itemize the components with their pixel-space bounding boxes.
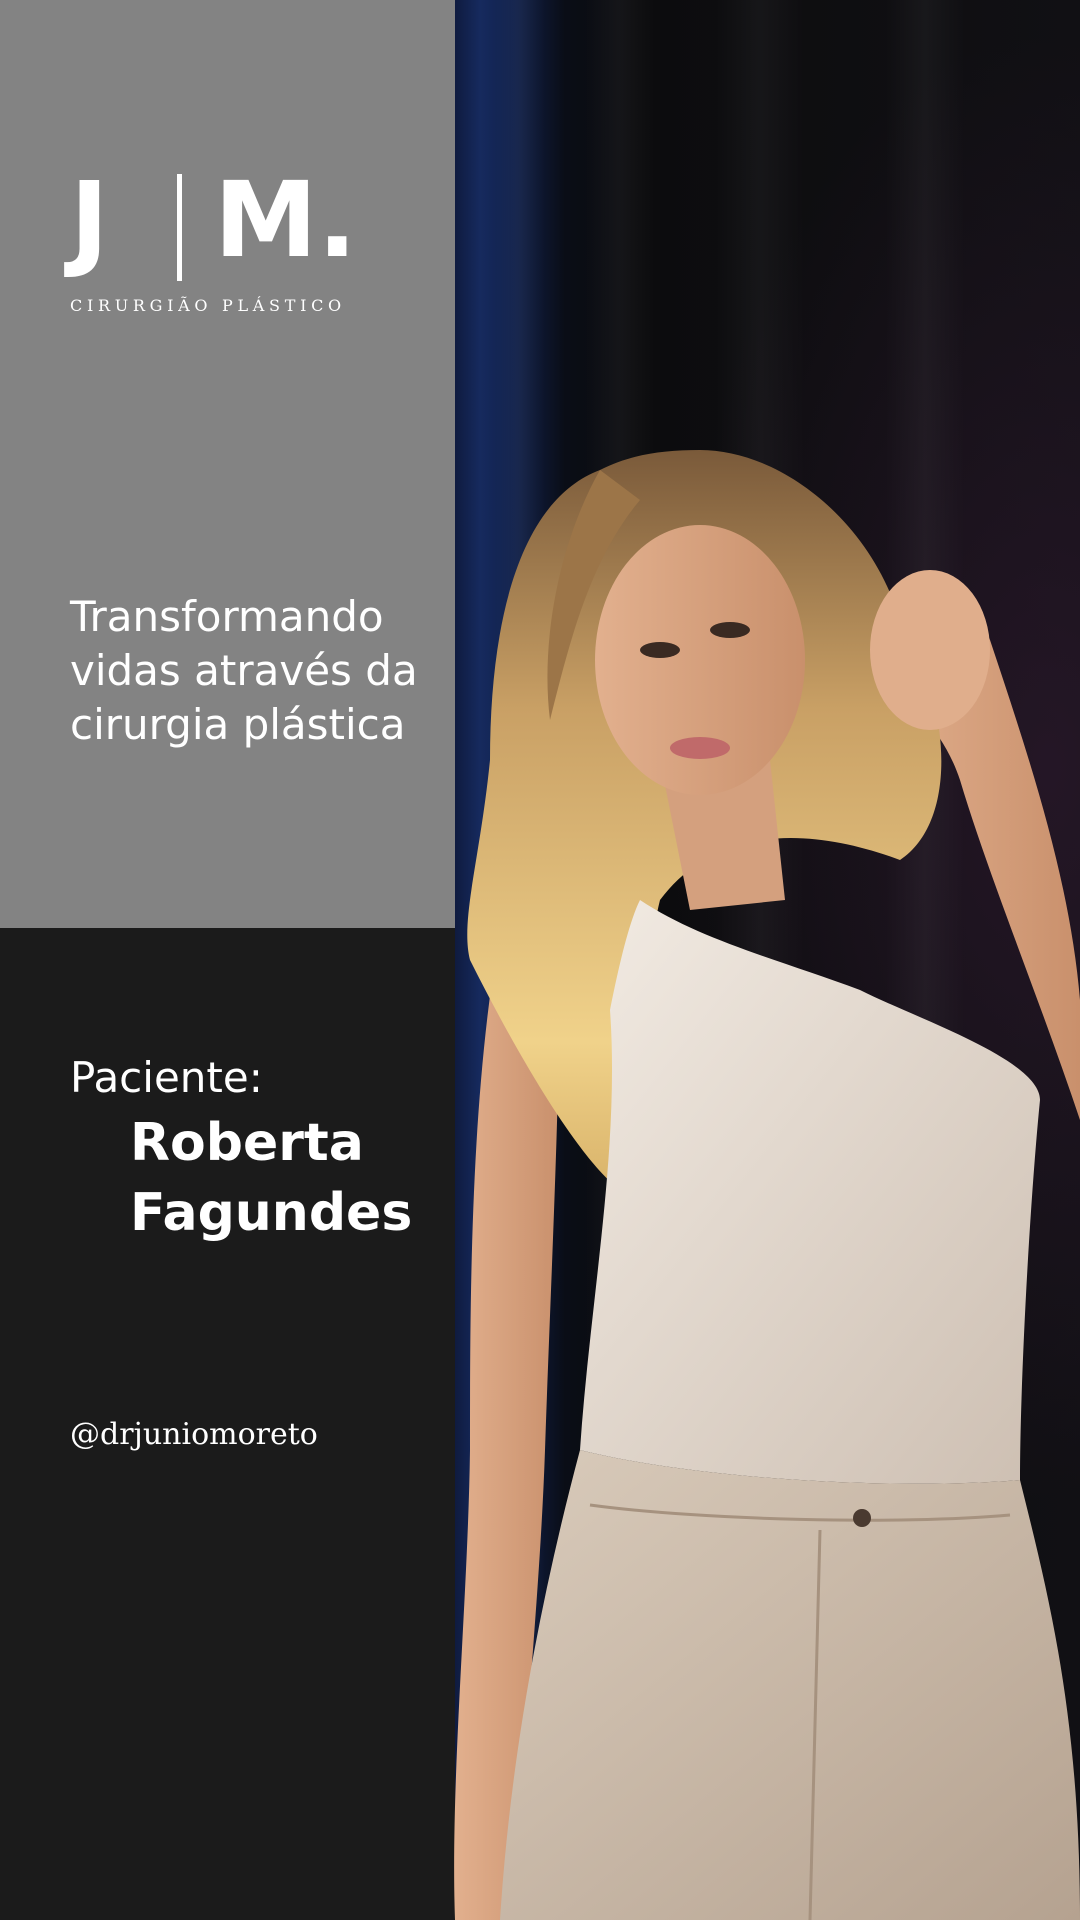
tagline-line-1: Transformando [70, 592, 384, 641]
brand-logo [70, 159, 360, 315]
logo-letter-m: M. [214, 159, 357, 281]
patient-label: Paciente: [70, 1053, 263, 1102]
logo-subtitle: CIRURGIÃO PLÁSTICO [70, 296, 346, 315]
logo-letter-j: J [70, 159, 109, 281]
patient-first-name: Roberta [130, 1113, 364, 1173]
gray-panel [0, 0, 455, 928]
instagram-handle[interactable]: @drjuniomoreto [70, 1417, 318, 1452]
tagline [70, 590, 450, 752]
logo-monogram [70, 159, 360, 285]
tagline-line-3: cirurgia plástica [70, 700, 406, 749]
patient-last-name: Fagundes [130, 1183, 413, 1243]
logo-divider [177, 174, 182, 281]
tagline-line-2: vidas através da [70, 646, 418, 695]
patient-name [130, 1108, 412, 1248]
